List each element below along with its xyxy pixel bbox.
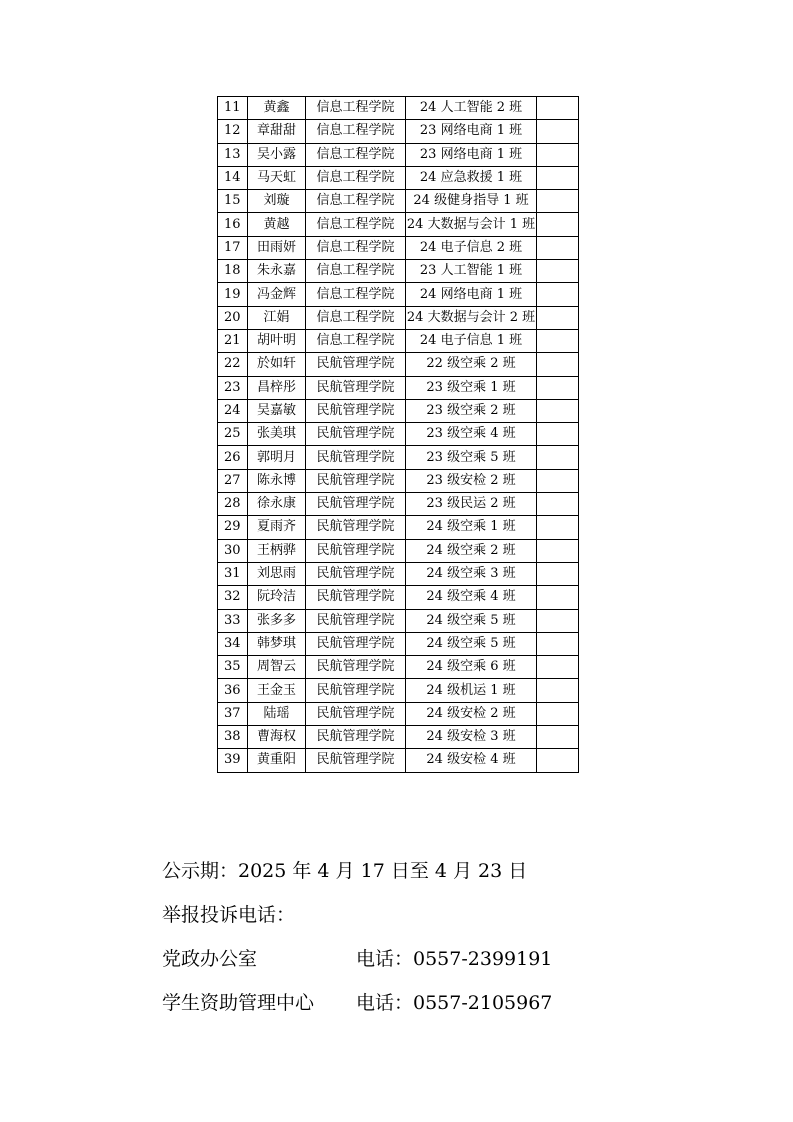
cell-name: 於如轩 (248, 353, 306, 376)
cell-college: 民航管理学院 (306, 539, 406, 562)
cell-class: 24 级机运 1 班 (406, 679, 537, 702)
cell-class: 24 级安检 2 班 (406, 702, 537, 725)
cell-name: 黄鑫 (248, 97, 306, 120)
cell-number: 37 (218, 702, 248, 725)
cell-class: 24 网络电商 1 班 (406, 283, 537, 306)
contact-dept: 学生资助管理中心 (162, 992, 315, 1014)
cell-number: 33 (218, 609, 248, 632)
cell-name: 徐永康 (248, 493, 306, 516)
cell-college: 信息工程学院 (306, 236, 406, 259)
cell-class: 24 级安检 4 班 (406, 749, 537, 772)
cell-remark (537, 423, 579, 446)
cell-number: 19 (218, 283, 248, 306)
cell-remark (537, 329, 579, 352)
cell-college: 民航管理学院 (306, 679, 406, 702)
cell-remark (537, 260, 579, 283)
contact-dept: 党政办公室 (162, 948, 258, 970)
cell-remark (537, 586, 579, 609)
contact-phone: 电话：0557-2399191 (356, 948, 553, 970)
cell-number: 12 (218, 120, 248, 143)
cell-class: 23 网络电商 1 班 (406, 120, 537, 143)
cell-class: 24 电子信息 2 班 (406, 236, 537, 259)
table-row (218, 306, 579, 329)
cell-class: 24 人工智能 2 班 (406, 97, 537, 120)
cell-remark (537, 190, 579, 213)
cell-number: 17 (218, 236, 248, 259)
table-row (218, 656, 579, 679)
table-row (218, 726, 579, 749)
cell-remark (537, 353, 579, 376)
cell-number: 14 (218, 166, 248, 189)
cell-name: 冯金辉 (248, 283, 306, 306)
table-row (218, 329, 579, 352)
cell-name: 黄重阳 (248, 749, 306, 772)
cell-college: 民航管理学院 (306, 726, 406, 749)
table-row (218, 283, 579, 306)
cell-college: 民航管理学院 (306, 562, 406, 585)
cell-remark (537, 97, 579, 120)
table-row (218, 469, 579, 492)
cell-remark (537, 283, 579, 306)
table-row (218, 493, 579, 516)
cell-name: 王柄骅 (248, 539, 306, 562)
table-row (218, 260, 579, 283)
table-row (218, 679, 579, 702)
cell-remark (537, 166, 579, 189)
cell-remark (537, 562, 579, 585)
cell-remark (537, 213, 579, 236)
cell-college: 民航管理学院 (306, 749, 406, 772)
cell-class: 24 大数据与会计 1 班 (406, 213, 537, 236)
cell-class: 24 大数据与会计 2 班 (406, 306, 537, 329)
table-row (218, 446, 579, 469)
table-row (218, 166, 579, 189)
cell-class: 23 级空乘 5 班 (406, 446, 537, 469)
cell-name: 章甜甜 (248, 120, 306, 143)
table-row (218, 353, 579, 376)
cell-class: 24 级安检 3 班 (406, 726, 537, 749)
cell-class: 24 级空乘 3 班 (406, 562, 537, 585)
cell-name: 陈永博 (248, 469, 306, 492)
cell-remark (537, 656, 579, 679)
cell-name: 刘璇 (248, 190, 306, 213)
cell-name: 夏雨齐 (248, 516, 306, 539)
cell-number: 22 (218, 353, 248, 376)
cell-class: 24 级空乘 4 班 (406, 586, 537, 609)
table-row (218, 236, 579, 259)
cell-number: 27 (218, 469, 248, 492)
cell-college: 民航管理学院 (306, 586, 406, 609)
notice-section (162, 848, 552, 1024)
cell-number: 13 (218, 143, 248, 166)
cell-name: 胡叶明 (248, 329, 306, 352)
cell-remark (537, 306, 579, 329)
cell-number: 15 (218, 190, 248, 213)
table-row (218, 190, 579, 213)
cell-remark (537, 726, 579, 749)
recipient-table (217, 96, 579, 773)
cell-college: 民航管理学院 (306, 353, 406, 376)
cell-remark (537, 236, 579, 259)
cell-number: 16 (218, 213, 248, 236)
cell-number: 20 (218, 306, 248, 329)
cell-name: 张多多 (248, 609, 306, 632)
cell-name: 张美琪 (248, 423, 306, 446)
cell-number: 31 (218, 562, 248, 585)
cell-name: 朱永嘉 (248, 260, 306, 283)
cell-name: 郭明月 (248, 446, 306, 469)
cell-class: 24 级健身指导 1 班 (406, 190, 537, 213)
cell-remark (537, 539, 579, 562)
cell-class: 23 级空乘 4 班 (406, 423, 537, 446)
cell-college: 信息工程学院 (306, 97, 406, 120)
cell-remark (537, 749, 579, 772)
cell-remark (537, 632, 579, 655)
cell-name: 昌梓彤 (248, 376, 306, 399)
cell-class: 23 网络电商 1 班 (406, 143, 537, 166)
cell-remark (537, 702, 579, 725)
cell-name: 马天虹 (248, 166, 306, 189)
cell-number: 23 (218, 376, 248, 399)
cell-college: 信息工程学院 (306, 329, 406, 352)
table-row (218, 632, 579, 655)
table-row (218, 376, 579, 399)
table-row (218, 586, 579, 609)
cell-class: 24 级空乘 2 班 (406, 539, 537, 562)
cell-remark (537, 143, 579, 166)
table-row (218, 143, 579, 166)
cell-college: 民航管理学院 (306, 516, 406, 539)
table-row (218, 516, 579, 539)
cell-number: 29 (218, 516, 248, 539)
cell-number: 35 (218, 656, 248, 679)
contact-phone: 电话：0557-2105967 (356, 992, 553, 1014)
cell-college: 民航管理学院 (306, 493, 406, 516)
cell-name: 田雨妍 (248, 236, 306, 259)
cell-college: 民航管理学院 (306, 632, 406, 655)
cell-name: 刘思雨 (248, 562, 306, 585)
cell-college: 信息工程学院 (306, 166, 406, 189)
cell-college: 民航管理学院 (306, 469, 406, 492)
cell-number: 38 (218, 726, 248, 749)
cell-number: 28 (218, 493, 248, 516)
table-row (218, 539, 579, 562)
cell-college: 信息工程学院 (306, 306, 406, 329)
cell-number: 39 (218, 749, 248, 772)
table-row (218, 213, 579, 236)
cell-name: 吴小露 (248, 143, 306, 166)
publicity-period: 公示期：2025 年 4 月 17 日至 4 月 23 日 (162, 860, 528, 882)
table-row (218, 120, 579, 143)
table-row (218, 749, 579, 772)
cell-remark (537, 679, 579, 702)
cell-remark (537, 120, 579, 143)
cell-class: 23 级安检 2 班 (406, 469, 537, 492)
table-row (218, 702, 579, 725)
table-row (218, 423, 579, 446)
cell-number: 32 (218, 586, 248, 609)
cell-college: 信息工程学院 (306, 120, 406, 143)
table-row (218, 562, 579, 585)
cell-college: 信息工程学院 (306, 190, 406, 213)
cell-number: 34 (218, 632, 248, 655)
cell-remark (537, 493, 579, 516)
cell-remark (537, 399, 579, 422)
cell-number: 11 (218, 97, 248, 120)
cell-class: 24 级空乘 1 班 (406, 516, 537, 539)
cell-college: 民航管理学院 (306, 609, 406, 632)
cell-class: 24 级空乘 5 班 (406, 609, 537, 632)
cell-class: 23 级空乘 2 班 (406, 399, 537, 422)
cell-college: 民航管理学院 (306, 656, 406, 679)
cell-college: 信息工程学院 (306, 143, 406, 166)
cell-name: 周智云 (248, 656, 306, 679)
table-row (218, 97, 579, 120)
cell-number: 18 (218, 260, 248, 283)
cell-college: 信息工程学院 (306, 213, 406, 236)
cell-number: 36 (218, 679, 248, 702)
cell-college: 信息工程学院 (306, 283, 406, 306)
contact-row-aid-center (162, 980, 552, 1024)
cell-college: 信息工程学院 (306, 260, 406, 283)
cell-name: 曹海权 (248, 726, 306, 749)
cell-college: 民航管理学院 (306, 446, 406, 469)
cell-number: 21 (218, 329, 248, 352)
cell-name: 吴嘉敏 (248, 399, 306, 422)
cell-number: 30 (218, 539, 248, 562)
report-heading: 举报投诉电话： (162, 904, 296, 926)
cell-name: 王金玉 (248, 679, 306, 702)
cell-remark (537, 609, 579, 632)
cell-remark (537, 469, 579, 492)
recipient-table-body (218, 97, 579, 773)
cell-college: 民航管理学院 (306, 376, 406, 399)
cell-number: 24 (218, 399, 248, 422)
cell-number: 26 (218, 446, 248, 469)
cell-name: 陆瑶 (248, 702, 306, 725)
cell-class: 24 级空乘 6 班 (406, 656, 537, 679)
cell-name: 韩梦琪 (248, 632, 306, 655)
cell-college: 民航管理学院 (306, 702, 406, 725)
contact-row-office (162, 936, 552, 980)
cell-remark (537, 516, 579, 539)
cell-number: 25 (218, 423, 248, 446)
cell-name: 江娟 (248, 306, 306, 329)
cell-class: 24 级空乘 5 班 (406, 632, 537, 655)
cell-class: 24 电子信息 1 班 (406, 329, 537, 352)
cell-class: 22 级空乘 2 班 (406, 353, 537, 376)
cell-college: 民航管理学院 (306, 399, 406, 422)
table-row (218, 609, 579, 632)
cell-name: 黄越 (248, 213, 306, 236)
cell-college: 民航管理学院 (306, 423, 406, 446)
cell-name: 阮玲洁 (248, 586, 306, 609)
table-row (218, 399, 579, 422)
cell-class: 24 应急救援 1 班 (406, 166, 537, 189)
cell-remark (537, 446, 579, 469)
cell-class: 23 级空乘 1 班 (406, 376, 537, 399)
cell-class: 23 人工智能 1 班 (406, 260, 537, 283)
cell-remark (537, 376, 579, 399)
cell-class: 23 级民运 2 班 (406, 493, 537, 516)
